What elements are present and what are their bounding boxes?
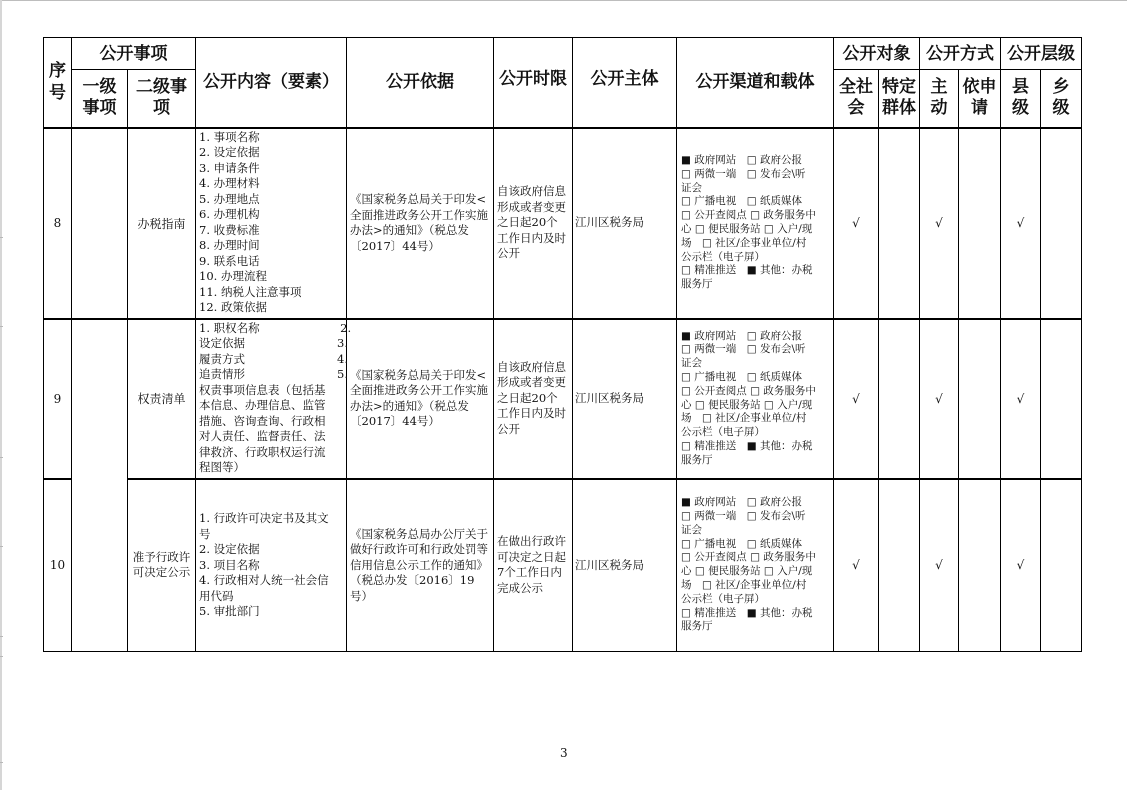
row-level2: 准予行政许可决定公示 <box>128 479 196 652</box>
content-line: 程图等） <box>199 460 245 474</box>
row-level-township <box>1041 128 1082 319</box>
header-channel: 公开渠道和载体 <box>677 38 834 128</box>
header-time-limit: 公开时限 <box>494 38 573 128</box>
header-level-township: 乡级 <box>1041 70 1082 128</box>
header-method: 公开方式 <box>920 38 1001 70</box>
header-target: 公开对象 <box>834 38 920 70</box>
channel-line: □ 精准推送 ■ 其他：办税 <box>681 606 813 619</box>
row-content <box>196 319 352 479</box>
header-method-request: 依申请 <box>959 70 1001 128</box>
page-number: 3 <box>560 746 568 760</box>
row-channel <box>677 319 834 479</box>
header-content: 公开内容（要素） <box>196 38 347 128</box>
row-method-request <box>959 319 1001 479</box>
channel-line: □ 广播电视 □ 纸质媒体 <box>681 537 803 550</box>
channel-line: 公示栏（电子屏） <box>681 592 765 605</box>
content-line: 2. 设定依据 <box>199 145 260 159</box>
row-subject: 江川区税务局 <box>573 319 677 479</box>
header-subject: 公开主体 <box>573 38 677 128</box>
left-edge-marks <box>0 0 3 790</box>
content-line: 12. 政策依据 <box>199 300 267 314</box>
row-time-limit: 在做出行政许可决定之日起7个工作日内完成公示 <box>494 479 573 652</box>
row-level-township <box>1041 479 1082 652</box>
row-basis: 《国家税务总局关于印发<全面推进政务公开工作实施办法>的通知》（税总发〔2017〕44号） <box>347 319 494 479</box>
row-content <box>196 128 347 319</box>
channel-line: □ 广播电视 □ 纸质媒体 <box>681 195 803 208</box>
content-line: 5. 审批部门 <box>199 604 260 618</box>
content-line: 4. 办理材料 <box>199 176 260 190</box>
row-basis: 《国家税务总局关于印发<全面推进政务公开工作实施办法>的通知》（税总发〔2017〕44号） <box>347 128 494 319</box>
content-line: 履责方式 4. <box>199 351 348 366</box>
row-seq: 9 <box>44 319 72 479</box>
table-row <box>44 128 1082 319</box>
header-level-county: 县级 <box>1001 70 1041 128</box>
content-line: 10. 办理流程 <box>199 269 267 283</box>
channel-line: 场 □ 社区/企事业单位/村 <box>681 236 807 249</box>
row-basis: 《国家税务总局办公厅关于做好行政许可和行政处罚等信用信息公示工作的通知》（税总办发〔2016〕19号） <box>347 479 494 652</box>
channel-line: 心 □ 便民服务站 □ 入户/现 <box>681 398 813 411</box>
row-target-group <box>879 479 920 652</box>
channel-line: □ 精准推送 ■ 其他：办税 <box>681 439 813 452</box>
row-method-request <box>959 479 1001 652</box>
channel-line: 公示栏（电子屏） <box>681 250 765 263</box>
content-line: 2. 设定依据 <box>199 542 260 556</box>
channel-line: 心 □ 便民服务站 □ 入户/现 <box>681 565 813 578</box>
row-target-society: √ <box>834 128 879 319</box>
header-seq: 序号 <box>44 38 72 128</box>
channel-line: □ 公开查阅点 □ 政务服务中 <box>681 209 816 222</box>
header-target-group: 特定群体 <box>879 70 920 128</box>
row-method-active: √ <box>920 319 959 479</box>
content-line: 6. 办理机构 <box>199 207 260 221</box>
header-public-item: 公开事项 <box>72 38 196 70</box>
row-target-society: √ <box>834 319 879 479</box>
content-line: 本信息、办理信息、监管 <box>199 398 326 412</box>
channel-line: 证会 <box>681 523 702 536</box>
channel-line: □ 广播电视 □ 纸质媒体 <box>681 370 803 383</box>
channel-line: ■ 政府网站 □ 政府公报 <box>681 329 803 342</box>
channel-line: 公示栏（电子屏） <box>681 426 765 439</box>
row-target-group <box>879 128 920 319</box>
header-method-active: 主动 <box>920 70 959 128</box>
header-target-society: 全社会 <box>834 70 879 128</box>
content-line: 5. 办理地点 <box>199 191 260 206</box>
page-top-border <box>0 0 1127 1</box>
content-line: 权责事项信息表（包括基 <box>199 382 326 397</box>
channel-line: 服务厅 <box>681 620 713 633</box>
header-level2: 二级事项 <box>128 70 196 128</box>
content-line: 律救济、行政职权运行流 <box>199 444 326 459</box>
channel-line: □ 公开查阅点 □ 政务服务中 <box>681 551 816 564</box>
content-line: 1. 事项名称 <box>199 129 260 144</box>
content-line: 用代码 <box>199 588 234 603</box>
channel-line: 服务厅 <box>681 278 713 291</box>
table-row <box>44 319 1082 479</box>
channel-line: 场 □ 社区/企事业单位/村 <box>681 412 807 425</box>
row-channel <box>677 479 834 652</box>
disclosure-table <box>43 37 1082 652</box>
row-level2: 权责清单 <box>128 319 196 479</box>
content-line: 11. 纳税人注意事项 <box>199 284 302 299</box>
channel-line: 服务厅 <box>681 453 713 466</box>
header-row-1 <box>44 38 1082 70</box>
content-line: 设定依据 3. <box>199 336 348 350</box>
header-level: 公开层级 <box>1001 38 1082 70</box>
content-line: 追责情形 5. <box>199 367 348 381</box>
channel-line: □ 精准推送 ■ 其他：办税 <box>681 264 813 277</box>
row-level-township <box>1041 319 1082 479</box>
row-target-society: √ <box>834 479 879 652</box>
row-level2: 办税指南 <box>128 128 196 319</box>
row-time-limit: 自该政府信息形成或者变更之日起20个工作日内及时公开 <box>494 319 573 479</box>
row-time-limit: 自该政府信息形成或者变更之日起20个工作日内及时公开 <box>494 128 573 319</box>
row-subject: 江川区税务局 <box>573 479 677 652</box>
content-line: 措施、咨询查询、行政相 <box>199 413 326 428</box>
content-line: 对人责任、监督责任、法 <box>199 429 326 443</box>
content-line: 1. 职权名称 2. <box>199 320 352 335</box>
row-seq: 8 <box>44 128 72 319</box>
channel-line: ■ 政府网站 □ 政府公报 <box>681 496 803 509</box>
content-line: 3. 项目名称 <box>199 557 260 572</box>
row-level1 <box>72 128 128 319</box>
header-level1: 一级事项 <box>72 70 128 128</box>
row-level-county: √ <box>1001 319 1041 479</box>
row-subject: 江川区税务局 <box>573 128 677 319</box>
row-method-request <box>959 128 1001 319</box>
content-line: 号 <box>199 526 211 541</box>
content-line: 3. 申请条件 <box>199 160 260 175</box>
channel-line: 心 □ 便民服务站 □ 入户/现 <box>681 223 813 235</box>
row-seq: 10 <box>44 479 72 652</box>
row-level-county: √ <box>1001 128 1041 319</box>
content-line: 7. 收费标准 <box>199 222 260 237</box>
channel-line: 证会 <box>681 181 702 194</box>
row-method-active: √ <box>920 479 959 652</box>
channel-line: □ 两微一端 □ 发布会\听 <box>681 167 806 180</box>
channel-line: □ 公开查阅点 □ 政务服务中 <box>681 384 816 397</box>
content-line: 9. 联系电话 <box>199 253 260 268</box>
row-method-active: √ <box>920 128 959 319</box>
row-content <box>196 479 347 652</box>
row-level-county: √ <box>1001 479 1041 652</box>
row-channel <box>677 128 834 319</box>
channel-line: □ 两微一端 □ 发布会\听 <box>681 510 806 523</box>
row-level1 <box>72 319 128 652</box>
content-line: 4. 行政相对人统一社会信 <box>199 573 329 587</box>
header-basis: 公开依据 <box>347 38 494 128</box>
channel-line: 证会 <box>681 357 702 370</box>
table-row <box>44 479 1082 652</box>
row-target-group <box>879 319 920 479</box>
channel-line: 场 □ 社区/企事业单位/村 <box>681 579 807 592</box>
content-line: 1. 行政许可决定书及其文 <box>199 511 329 525</box>
channel-line: □ 两微一端 □ 发布会\听 <box>681 343 806 356</box>
content-line: 8. 办理时间 <box>199 238 260 252</box>
channel-line: ■ 政府网站 □ 政府公报 <box>681 154 803 167</box>
